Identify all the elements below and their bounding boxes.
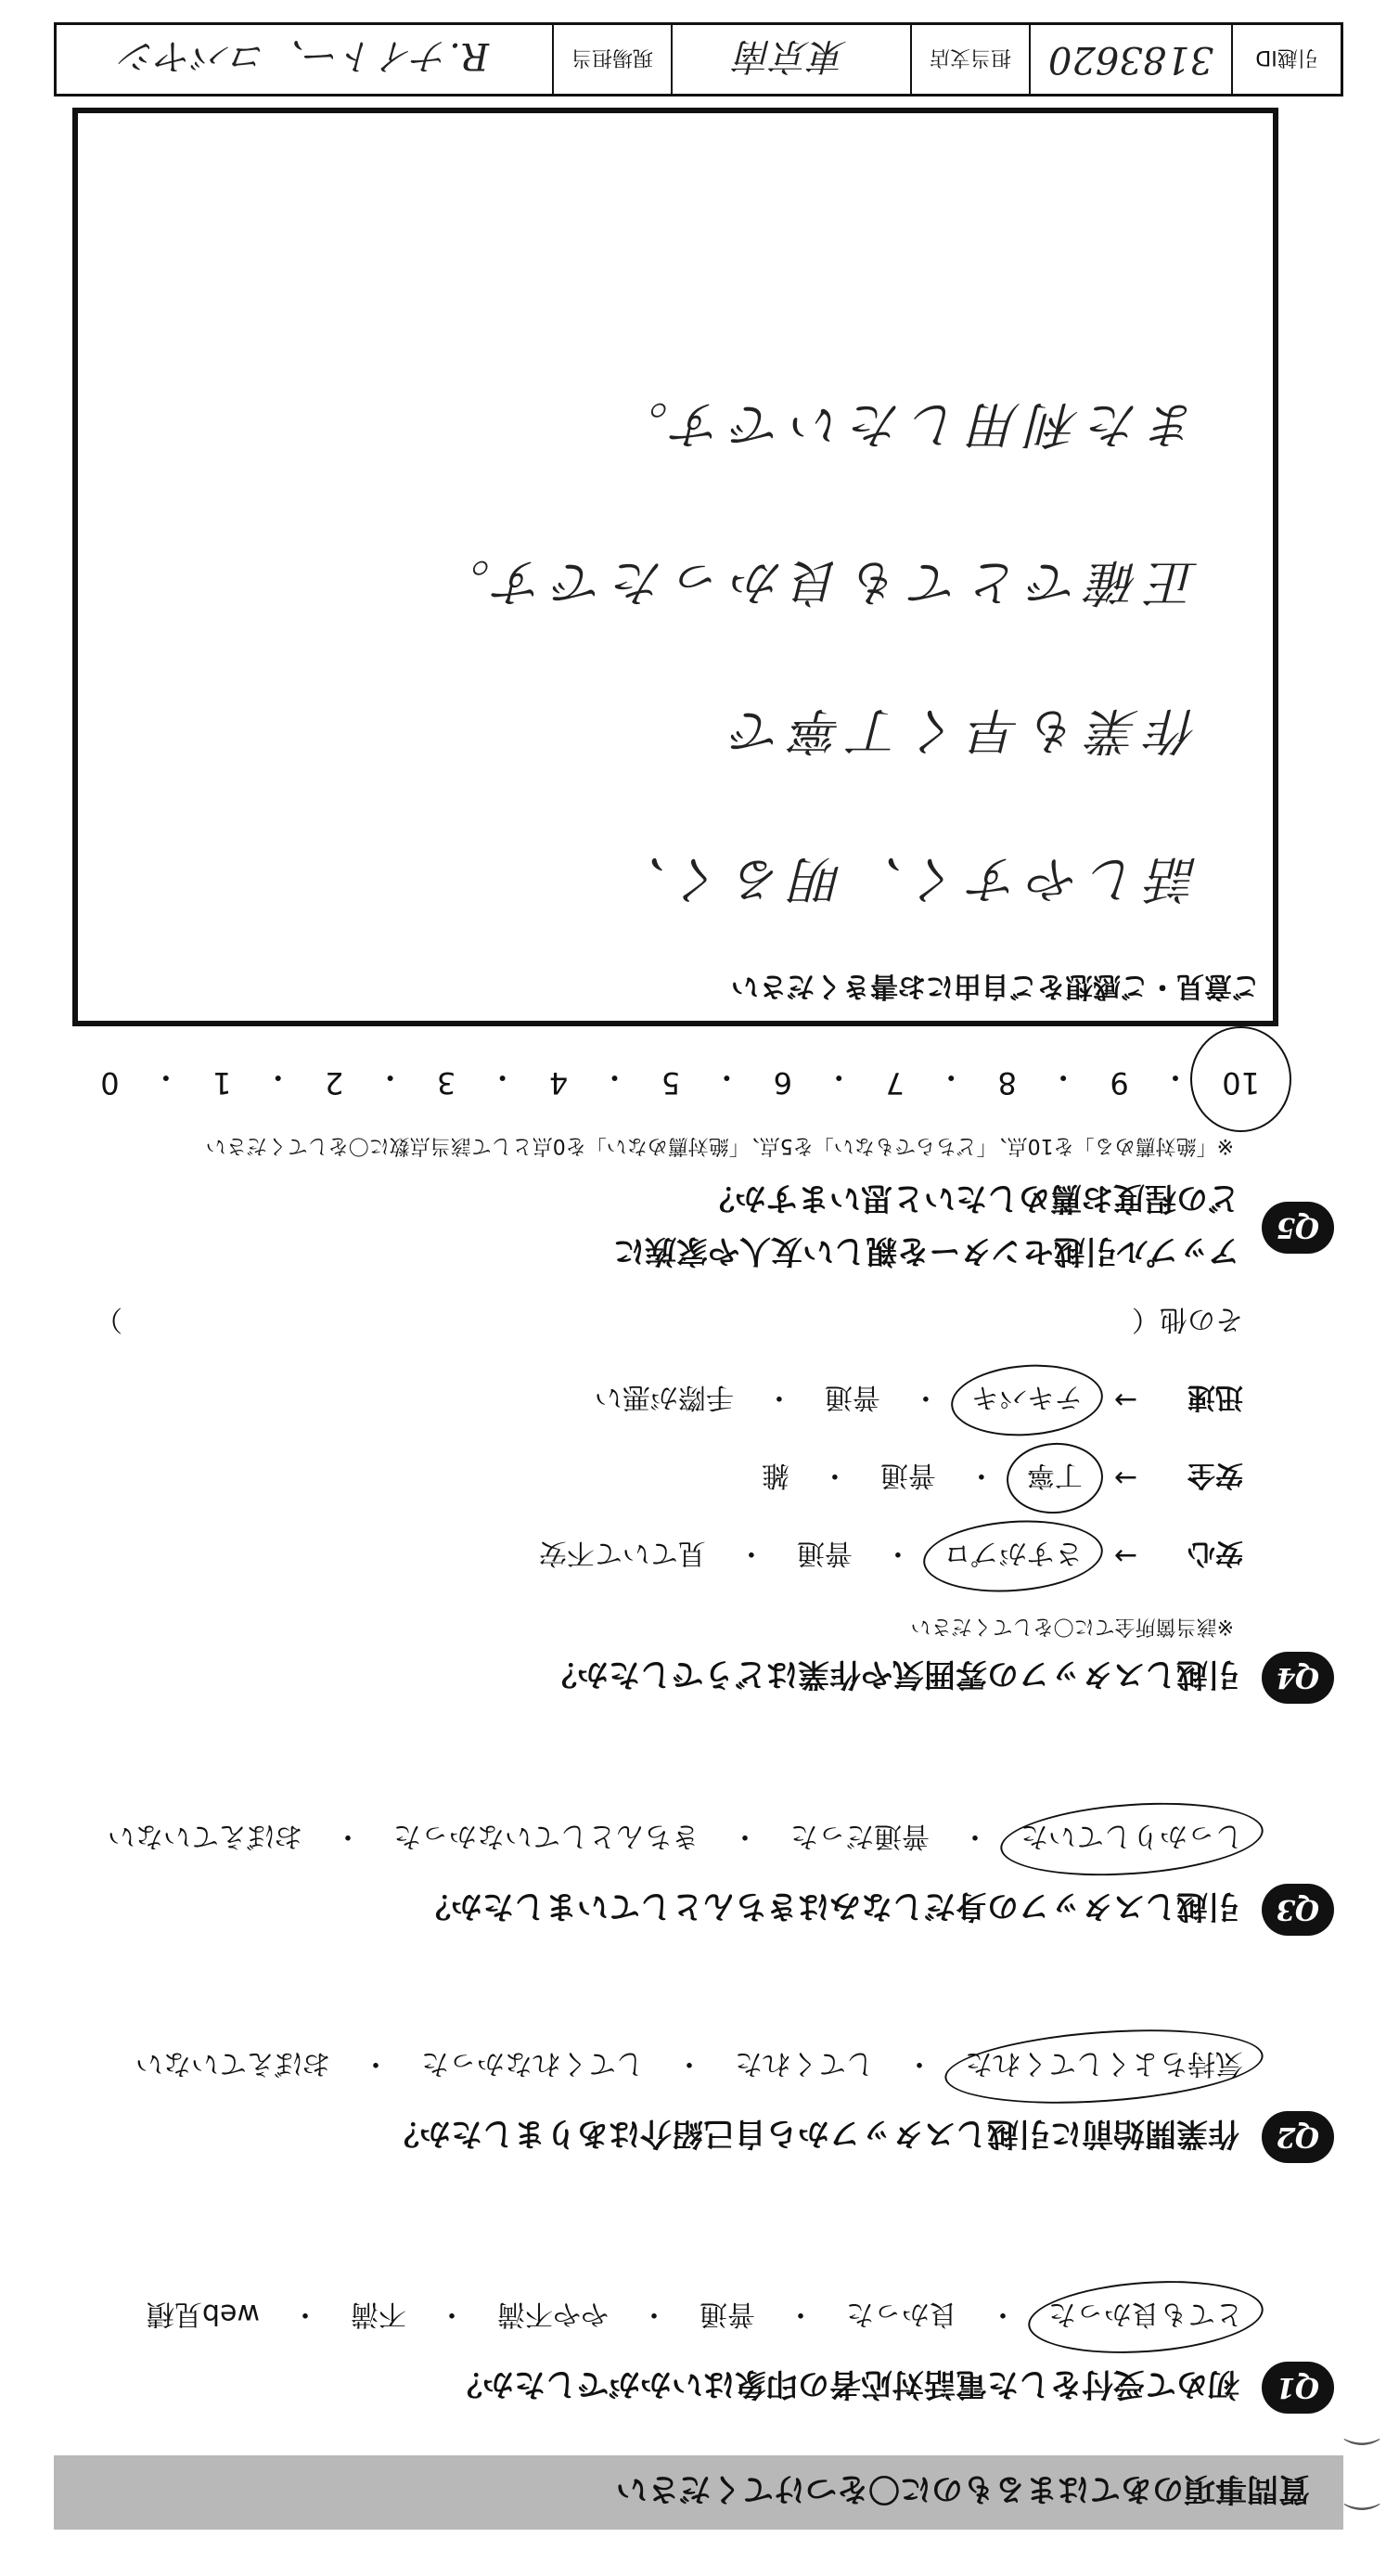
q4-option[interactable]: 普通 [796, 1537, 853, 1569]
q4-option[interactable]: 手際が悪い [594, 1381, 734, 1413]
q4-row-anzen: 安全 → 丁寧 ・ 普通 ・ 雑 [54, 1458, 1243, 1499]
q2-option[interactable]: おぼえていない [135, 2047, 330, 2080]
q4-option[interactable]: さすがプロ [943, 1536, 1083, 1577]
owner-value: R.ナイトー、コバヤシ [57, 25, 554, 94]
comment-box[interactable] [72, 108, 1278, 1026]
question-q1: Q1 初めて受付をした電話対応者の印象はいかがでしたか？ とても良かった ・ 良かった ・ 普通 ・ やや不満 ・ 不満 ・ web見積 [54, 2297, 1334, 2414]
q5-badge: Q5 [1262, 1202, 1334, 1254]
q1-option[interactable]: web見積 [146, 2298, 260, 2330]
q2-text: 作業開始前に引越しスタッフから自己紹介はありましたか？ [388, 2115, 1239, 2153]
q1-text: 初めて受付をした電話対応者の印象はいかがでしたか？ [451, 2365, 1239, 2403]
q2-option[interactable]: してくれた [735, 2047, 874, 2080]
q4-option[interactable]: 普通 [824, 1381, 880, 1413]
q5-score[interactable]: 2 [325, 1065, 344, 1101]
q3-option[interactable]: 普通だった [790, 1820, 930, 1852]
question-q5 [54, 1133, 1334, 1277]
q4-row-label: 迅速 [1187, 1381, 1243, 1413]
q1-option[interactable]: やや不満 [497, 2298, 609, 2330]
question-q4 [54, 1302, 1334, 1704]
q5-score[interactable]: 3 [436, 1065, 456, 1101]
q5-text-line2: どの程度お薦めしたいと思いますか？ [703, 1179, 1239, 1217]
q5-text-line1: アップル引越センターを親しい友人や家族に [613, 1232, 1239, 1269]
question-q3: Q3 引越しスタッフの身だしなみはきちんとしていましたか？ しっかりしていた ・ 普通だった ・ きちんとしていなかった ・ おぼえていない [54, 1819, 1334, 1936]
q5-scale: 10 ・ 9 ・ 8 ・ 7 ・ 6 ・ 5 ・ 4 ・ 3 ・ 2 ・ 1 ・ 0 [100, 1060, 1260, 1101]
q2-badge: Q2 [1262, 2111, 1334, 2163]
instruction-text: 質問事項のあてはまるものに〇をつけてください [616, 2470, 1310, 2508]
handwritten-line: また利用したいです。 [609, 395, 1199, 454]
q5-score[interactable]: 9 [1110, 1065, 1129, 1101]
q4-other-close: ） [95, 1303, 122, 1335]
q4-option[interactable]: 普通 [879, 1459, 936, 1491]
staff-info-table [54, 22, 1343, 97]
q4-row-jinsoku: 迅速 → テキパキ ・ 普通 ・ 手際が悪い [54, 1380, 1243, 1421]
q1-option[interactable]: 不満 [351, 2298, 406, 2330]
q4-badge: Q4 [1262, 1652, 1334, 1704]
q5-score[interactable]: 10 [1222, 1058, 1260, 1101]
q4-other-label: その他（ [1132, 1303, 1243, 1335]
q1-badge: Q1 [1262, 2362, 1334, 2414]
q5-score[interactable]: 4 [548, 1065, 569, 1101]
q4-row-other [54, 1302, 1243, 1343]
branch-value: 東京南 [673, 25, 912, 94]
q4-option[interactable]: 見ていて不安 [538, 1537, 706, 1569]
q5-score[interactable]: 6 [773, 1065, 793, 1101]
instruction-banner [54, 2455, 1343, 2530]
q1-option[interactable]: とても良かった [1048, 2297, 1243, 2338]
q5-score[interactable]: 5 [661, 1065, 681, 1101]
handwritten-line: 作業も早く丁寧で [724, 702, 1199, 760]
handwritten-line: 正確でとても良かったです。 [430, 553, 1199, 612]
q4-text: 引越しスタッフの雰囲気や作業はどうでしたか？ [545, 1655, 1239, 1694]
q5-score[interactable]: 1 [212, 1065, 232, 1101]
q3-text: 引越しスタッフの身だしなみはきちんとしていましたか？ [419, 1887, 1239, 1926]
q5-score[interactable]: 8 [997, 1065, 1017, 1101]
q1-option[interactable]: 普通 [700, 2298, 755, 2330]
question-q2: Q2 作業開始前に引越しスタッフから自己紹介はありましたか？ 気持ちよくしてくれた ・ してくれた ・ してくれなかった ・ おぼえていない [54, 2046, 1334, 2163]
q4-row-label: 安心 [1187, 1537, 1243, 1569]
margin-tick: ⌒ [1343, 2404, 1380, 2447]
comment-title: ご意見・ご感想をご自由にお書きください [731, 970, 1260, 1002]
q3-option[interactable]: しっかりしていた [1020, 1819, 1243, 1860]
q2-option[interactable]: 気持ちよくしてくれた [965, 2046, 1243, 2087]
q2-option[interactable]: してくれなかった [421, 2047, 644, 2080]
move-id-value: 3183620 [1031, 25, 1233, 94]
q4-row-anshin: 安心 → さすがプロ ・ 普通 ・ 見ていて不安 [54, 1536, 1243, 1577]
q5-score[interactable]: 7 [885, 1065, 905, 1101]
q4-option[interactable]: テキパキ [971, 1380, 1083, 1421]
q4-option[interactable]: 丁寧 [1027, 1458, 1083, 1499]
owner-label: 現場担当 [554, 25, 673, 94]
q5-note: ※「絶対薦める」を10点、「どちらでもない」を5点、「絶対薦めない」を0点として該当点数に〇をしてください [205, 1134, 1234, 1157]
move-id-label: 引越ID [1255, 45, 1318, 70]
q3-option[interactable]: おぼえていない [108, 1820, 302, 1852]
q5-score[interactable]: 0 [100, 1065, 120, 1101]
q4-row-label: 安全 [1187, 1459, 1243, 1491]
q1-option[interactable]: 良かった [846, 2298, 957, 2330]
handwritten-line: 話しやすく、明るく、 [607, 850, 1199, 908]
q3-option[interactable]: きちんとしていなかった [393, 1820, 700, 1852]
branch-label: 担当支店 [912, 25, 1031, 94]
margin-tick: ⌒ [1343, 2469, 1380, 2512]
q4-note: ※該当箇所全てに〇をしてください [910, 1615, 1234, 1638]
q4-option[interactable]: 雑 [761, 1459, 789, 1491]
q3-badge: Q3 [1262, 1884, 1334, 1936]
